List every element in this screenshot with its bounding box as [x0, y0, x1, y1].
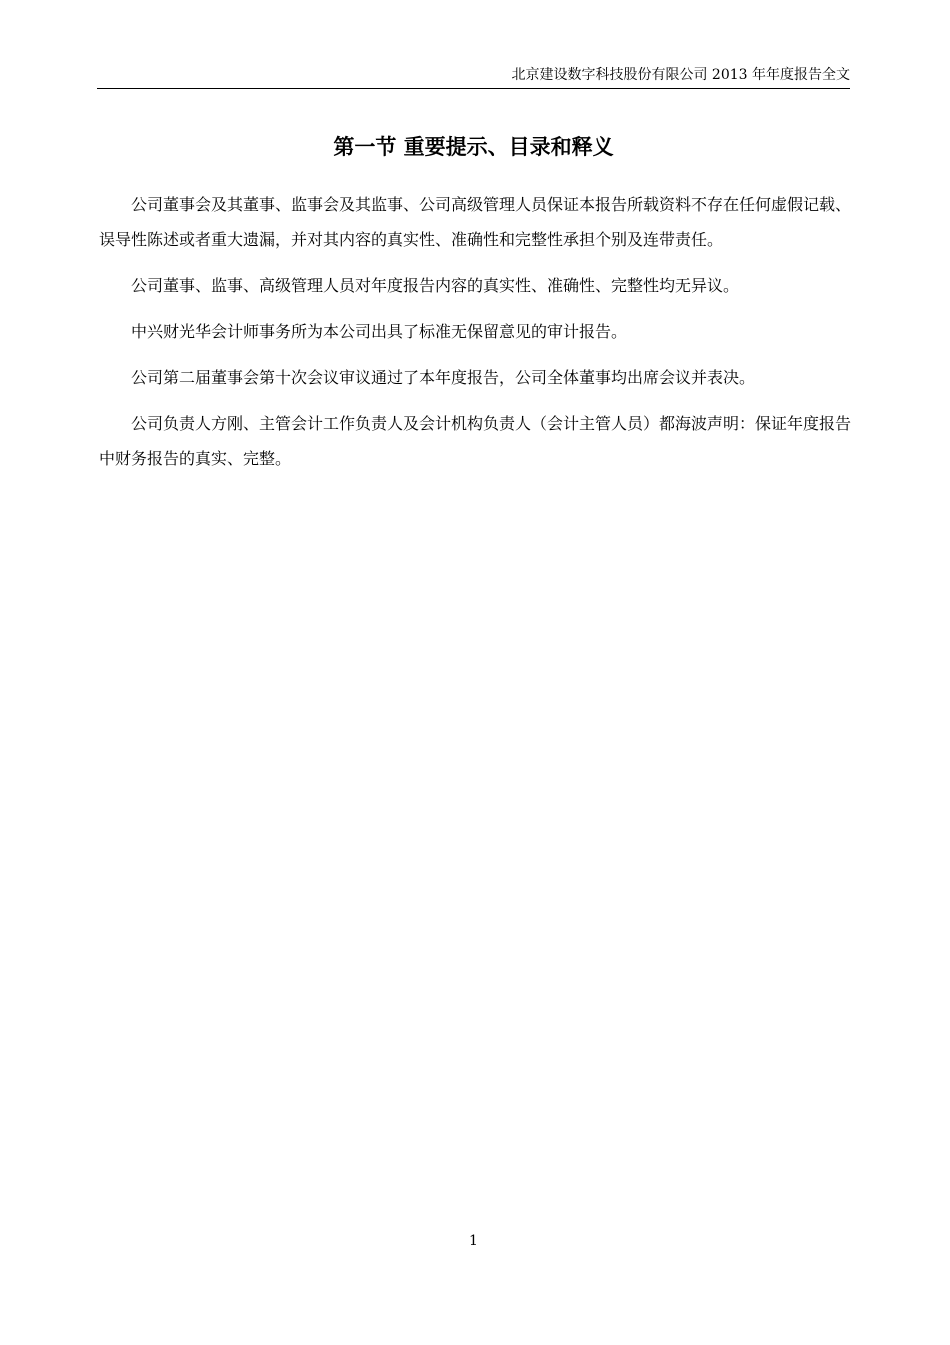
- paragraph-no-objection: 公司董事、监事、高级管理人员对年度报告内容的真实性、准确性、完整性均无异议。: [131, 276, 740, 295]
- page-number: 1: [469, 1233, 478, 1249]
- running-header: 北京建设数字科技股份有限公司 2013 年年度报告全文: [511, 67, 850, 83]
- header-rule: [97, 88, 850, 89]
- paragraph-financial-declaration: 公司负责人方刚、主管会计工作负责人及会计机构负责人（会计主管人员）都海波声明：保证年度报告中财务报告的真实、完整。: [99, 414, 852, 468]
- paragraph-responsibility-statement: 公司董事会及其董事、监事会及其监事、公司高级管理人员保证本报告所载资料不存在任何虚假记载、误导性陈述或者重大遗漏，并对其内容的真实性、准确性和完整性承担个别及连带责任。: [99, 195, 852, 249]
- paragraph-audit-opinion: 中兴财光华会计师事务所为本公司出具了标准无保留意见的审计报告。: [131, 322, 628, 341]
- body-text: [99, 187, 851, 487]
- section-title: 第一节 重要提示、目录和释义: [333, 135, 614, 159]
- paragraph-board-approval: 公司第二届董事会第十次会议审议通过了本年度报告，公司全体董事均出席会议并表决。: [131, 368, 756, 387]
